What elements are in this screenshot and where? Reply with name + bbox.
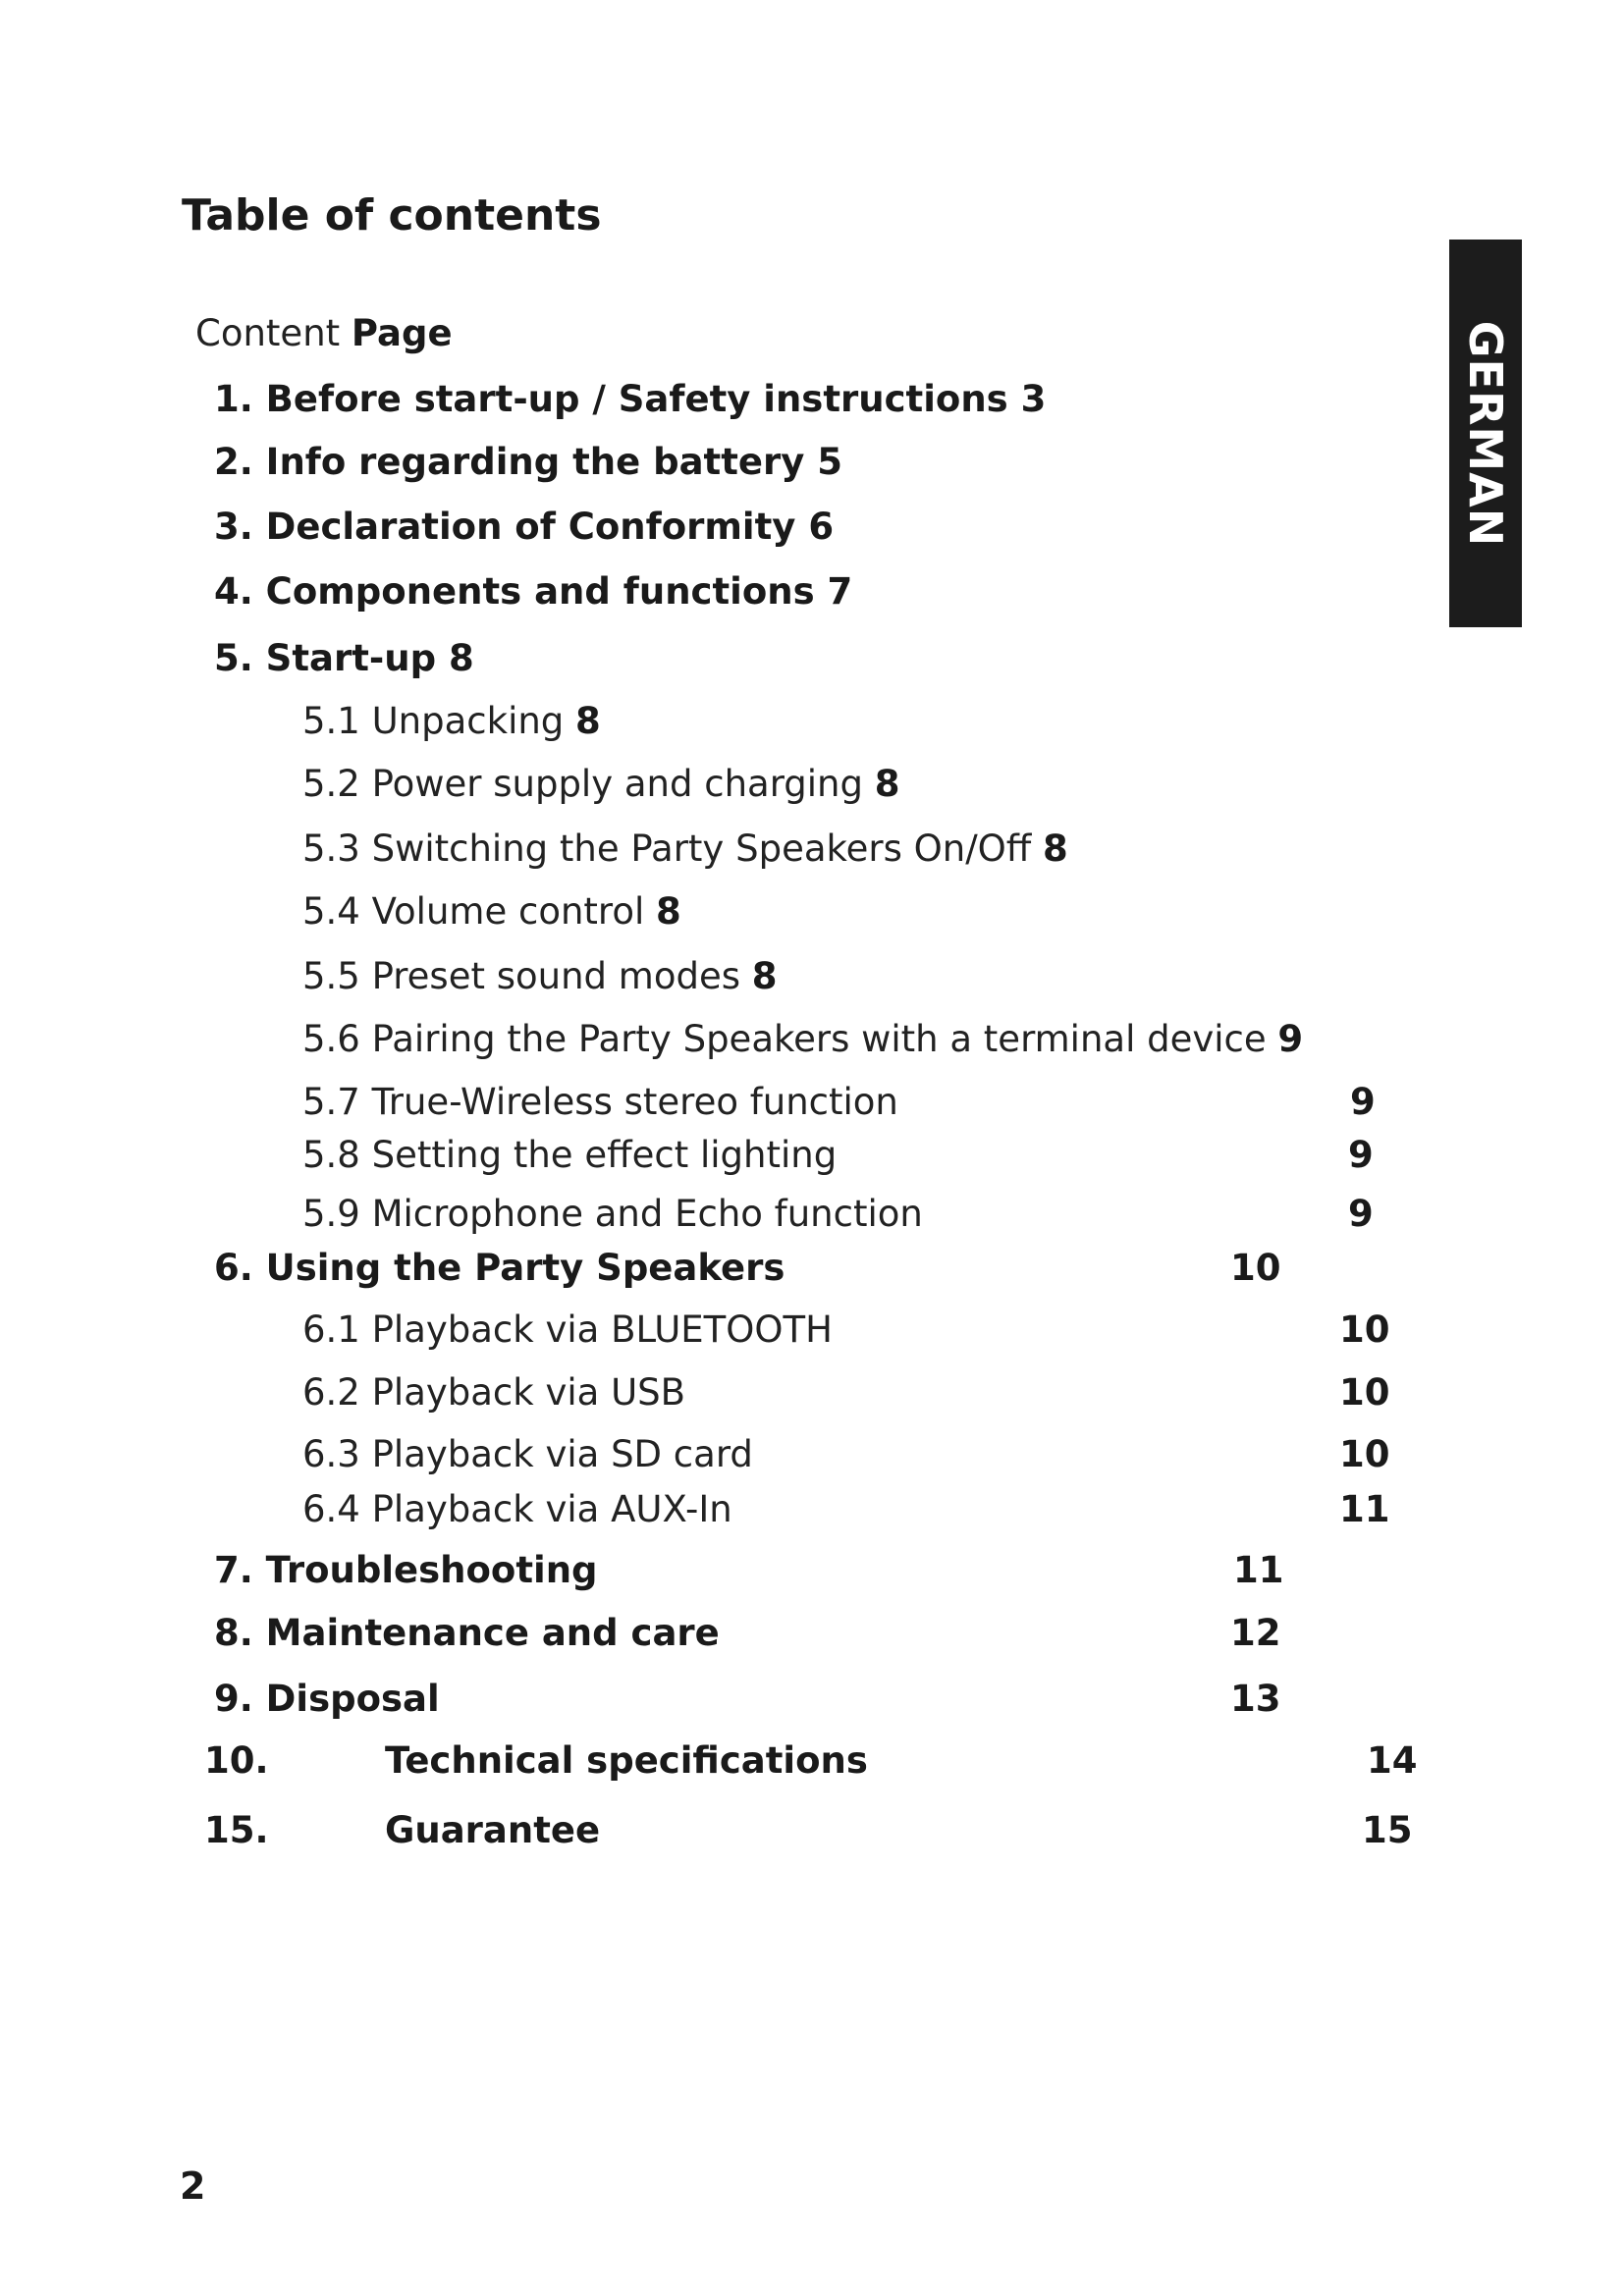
toc-subentry-label[interactable]: 6.2 Playback via USB bbox=[302, 1371, 686, 1414]
toc-entry-page: 15 bbox=[1362, 1809, 1413, 1851]
toc-entry-page: 8 bbox=[656, 890, 681, 933]
toc-entry-number: 15. bbox=[204, 1809, 269, 1851]
toc-entry-label: 3. Declaration of Conformity bbox=[214, 506, 796, 548]
toc-entry[interactable] bbox=[214, 441, 843, 483]
toc-entry-page: 12 bbox=[1230, 1612, 1281, 1654]
toc-entry-label: 5.5 Preset sound modes bbox=[302, 955, 741, 997]
toc-subentry-label[interactable]: 6.4 Playback via AUX-In bbox=[302, 1488, 732, 1530]
toc-entry-label: 4. Components and functions bbox=[214, 570, 815, 613]
toc-entry-page: 3 bbox=[1020, 378, 1047, 420]
toc-entry-label[interactable]: 9. Disposal bbox=[214, 1678, 440, 1720]
toc-subentry[interactable] bbox=[302, 890, 681, 933]
toc-entry-page: 8 bbox=[1043, 828, 1068, 870]
toc-entry-page: 5 bbox=[817, 441, 843, 483]
toc-entry-page: 6 bbox=[808, 506, 835, 548]
toc-subentry-page: 9 bbox=[1350, 1081, 1376, 1123]
toc-entry[interactable] bbox=[214, 378, 1047, 420]
toc-header-content-label: Content bbox=[195, 312, 341, 354]
toc-entry-label: 5. Start-up bbox=[214, 637, 437, 679]
toc-entry-label: 2. Info regarding the battery bbox=[214, 441, 805, 483]
toc-subentry-page: 9 bbox=[1348, 1193, 1374, 1235]
toc-subentry-page: 10 bbox=[1339, 1433, 1390, 1475]
toc-subentry-page: 11 bbox=[1339, 1488, 1390, 1530]
toc-subentry-label[interactable]: 6.1 Playback via BLUETOOTH bbox=[302, 1308, 833, 1351]
toc-subentry-label[interactable]: 5.7 True-Wireless stereo function bbox=[302, 1081, 898, 1123]
toc-entry-label: 1. Before start-up / Safety instructions bbox=[214, 378, 1008, 420]
toc-subentry-page: 9 bbox=[1348, 1134, 1374, 1176]
language-tab bbox=[1449, 240, 1522, 627]
toc-subentry[interactable] bbox=[302, 1018, 1304, 1060]
toc-header bbox=[195, 312, 453, 354]
toc-subentry[interactable] bbox=[302, 828, 1068, 870]
toc-entry-label: 5.4 Volume control bbox=[302, 890, 645, 933]
toc-entry-page: 7 bbox=[827, 570, 853, 613]
toc-subentry-label[interactable]: 5.9 Microphone and Echo function bbox=[302, 1193, 923, 1235]
toc-entry-page: 8 bbox=[449, 637, 474, 679]
toc-subentry[interactable] bbox=[302, 763, 900, 805]
toc-entry-label: 5.6 Pairing the Party Speakers with a terminal device bbox=[302, 1018, 1267, 1060]
toc-entry-label[interactable]: Technical specifications bbox=[385, 1739, 868, 1782]
toc-entry-number: 10. bbox=[204, 1739, 269, 1782]
toc-entry-label[interactable]: 6. Using the Party Speakers bbox=[214, 1247, 785, 1289]
toc-entry-label[interactable]: 8. Maintenance and care bbox=[214, 1612, 720, 1654]
toc-entry-page: 14 bbox=[1367, 1739, 1418, 1782]
toc-entry-label: 5.3 Switching the Party Speakers On/Off bbox=[302, 828, 1032, 870]
toc-header-page-label: Page bbox=[351, 312, 453, 354]
toc-entry-label[interactable]: 7. Troubleshooting bbox=[214, 1549, 598, 1591]
toc-entry[interactable] bbox=[214, 506, 835, 548]
toc-entry-page: 8 bbox=[575, 700, 601, 742]
language-tab-label: GERMAN bbox=[1459, 320, 1512, 547]
toc-subentry-label[interactable]: 6.3 Playback via SD card bbox=[302, 1433, 753, 1475]
toc-entry[interactable] bbox=[214, 570, 853, 613]
toc-subentry[interactable] bbox=[302, 700, 601, 742]
toc-subentry-page: 10 bbox=[1339, 1308, 1390, 1351]
toc-entry-label[interactable]: Guarantee bbox=[385, 1809, 601, 1851]
toc-subentry-label[interactable]: 5.8 Setting the effect lighting bbox=[302, 1134, 838, 1176]
toc-entry-label: 5.1 Unpacking bbox=[302, 700, 565, 742]
toc-entry-page: 11 bbox=[1233, 1549, 1284, 1591]
toc-entry-label: 5.2 Power supply and charging bbox=[302, 763, 863, 805]
toc-entry-page: 10 bbox=[1230, 1247, 1281, 1289]
toc-entry-page: 8 bbox=[874, 763, 900, 805]
toc-subentry[interactable] bbox=[302, 955, 778, 997]
toc-subentry-page: 10 bbox=[1339, 1371, 1390, 1414]
page-title: Table of contents bbox=[182, 190, 602, 240]
toc-entry-page: 9 bbox=[1277, 1018, 1304, 1060]
page-number: 2 bbox=[180, 2164, 206, 2208]
toc-entry[interactable] bbox=[214, 637, 474, 679]
toc-entry-page: 8 bbox=[751, 955, 778, 997]
toc-entry-page: 13 bbox=[1230, 1678, 1281, 1720]
